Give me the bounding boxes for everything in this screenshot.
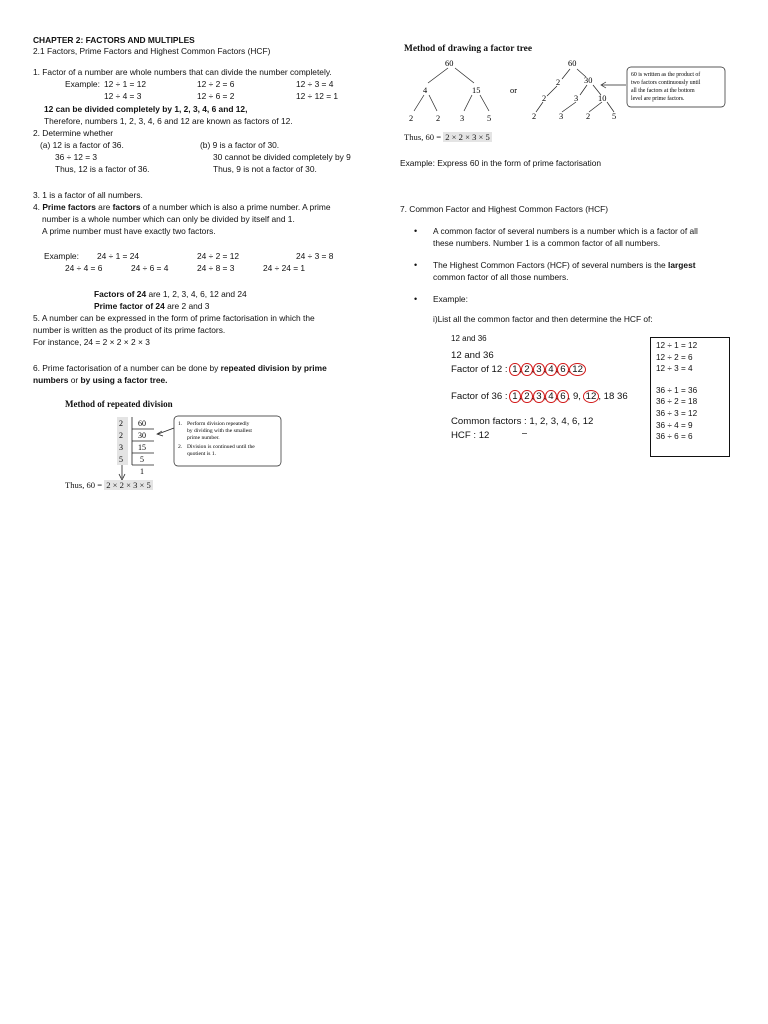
factor-36-mid: 9, [572, 391, 581, 402]
tree-branch [414, 95, 424, 111]
tree-branch [607, 102, 614, 112]
tree-node: 2 [409, 114, 414, 123]
p4-factors-rest: are 1, 2, 3, 4, 6, 12 and 24 [146, 289, 247, 299]
p4-line2: number is a whole number which can only be divided by itself and 1. [42, 214, 295, 224]
tree-branch [480, 95, 489, 111]
p4-example: 24 ÷ 3 = 8 [296, 251, 334, 261]
tree-node: 60 [568, 59, 577, 68]
p1-example: 12 ÷ 4 = 3 [104, 91, 142, 101]
circled-factor: 1 [509, 363, 520, 376]
p4-example: 24 ÷ 6 = 4 [131, 263, 169, 273]
tree-branch [562, 69, 570, 79]
p4-example: 24 ÷ 24 = 1 [263, 263, 306, 273]
p6-bold2: by using a factor tree. [80, 375, 168, 385]
p3-text: 3. 1 is a factor of all numbers. [33, 190, 143, 200]
quotient: 60 [138, 419, 146, 428]
circled-factor: 1 [509, 390, 520, 403]
p4-example: 24 ÷ 8 = 3 [197, 263, 235, 273]
tree-node: 10 [598, 94, 607, 103]
p1-text: 1. Factor of a number are whole numbers that can divide the number completely. [33, 67, 332, 77]
p2-a-calc: 36 ÷ 12 = 3 [55, 152, 98, 162]
p1-example: 12 ÷ 1 = 12 [104, 79, 147, 89]
hcf-result: HCF : 12 [451, 430, 490, 441]
circled-factor: 4 [545, 363, 556, 376]
factor-36-line: Factor of 36 : 1 , 2 , 3 , 4 , 6 , 9, 12 , 18 36 [451, 391, 628, 402]
p6-pre: 6. Prime factorisation of a number can be done by [33, 363, 221, 373]
p4-mid1: are [95, 202, 113, 212]
note-line: 60 is written as the product of [631, 72, 701, 78]
result-value: 2 × 2 × 3 × 5 [445, 132, 490, 142]
note-line: Division is continued until the [187, 444, 255, 450]
circled-factor: 12 [569, 363, 586, 376]
note-line: two factors continuously until [631, 80, 701, 86]
tree-node: 5 [612, 112, 617, 121]
p4-example: 24 ÷ 1 = 24 [97, 251, 140, 261]
tree-branch [428, 68, 448, 83]
note-line: by dividing with the smallest [187, 428, 252, 434]
note-line: all the factors at the bottom [631, 88, 695, 94]
factor-tree-result [404, 132, 492, 144]
bullet2-line2: common factor of all those numbers. [433, 272, 569, 282]
circled-factor: 4 [545, 390, 556, 403]
tree-node: 5 [487, 114, 492, 123]
note-num: 1. [178, 421, 183, 427]
box-line: 36 ÷ 3 = 12 [656, 408, 698, 418]
example-express: Example: Express 60 in the form of prime factorisation [400, 158, 602, 168]
callout-arrow-line [158, 428, 174, 434]
bullet3: Example: [433, 294, 468, 304]
section7-heading: 7. Common Factor and Highest Common Factors (HCF) [400, 204, 609, 214]
p2-a-title: (a) 12 is a factor of 36. [40, 140, 124, 150]
note-line: quotient is 1. [187, 451, 217, 457]
p6-line2 [33, 375, 168, 386]
divisor: 2 [119, 431, 123, 440]
task-text: i)List all the common factor and then determine the HCF of: [433, 314, 653, 324]
tree-node: 2 [556, 78, 561, 87]
p4-line1 [33, 202, 330, 213]
common-factors: Common factors : 1, 2, 3, 4, 6, 12 [451, 416, 594, 427]
p4-prime-rest: are 2 and 3 [164, 301, 210, 311]
p1-bold-line: 12 can be divided completely by 1, 2, 3, 4, 6 and 12, [44, 104, 248, 114]
box-line: 12 ÷ 2 = 6 [656, 352, 693, 362]
p2-b-concl: Thus, 9 is not a factor of 30. [213, 164, 317, 174]
note-line: prime number. [187, 435, 220, 441]
p1-example: 12 ÷ 12 = 1 [296, 91, 339, 101]
divisor: 2 [119, 419, 123, 428]
bullet1-line: A common factor of several numbers is a number which is a factor of all [433, 226, 698, 236]
quotient: 30 [138, 431, 146, 440]
note-line: level are prime factors. [631, 96, 685, 102]
tree-branch [464, 95, 472, 111]
box-line: 12 ÷ 3 = 4 [656, 364, 693, 374]
p2-a-concl: Thus, 12 is a factor of 36. [55, 164, 150, 174]
box-line: 36 ÷ 1 = 36 [656, 385, 698, 395]
bullet2-pre: The Highest Common Factors (HCF) of several numbers is the [433, 260, 669, 270]
p1-example: 12 ÷ 2 = 6 [197, 79, 235, 89]
p1-example: 12 ÷ 3 = 4 [296, 79, 334, 89]
tree-branch [589, 102, 602, 112]
tree-branch [429, 95, 437, 111]
result-value: 2 × 2 × 3 × 5 [106, 480, 151, 490]
tree-node: 3 [460, 114, 465, 123]
box-line: 36 ÷ 4 = 9 [656, 420, 693, 430]
p5-line3: For instance, 24 = 2 × 2 × 2 × 3 [33, 337, 150, 347]
tree-branch [455, 68, 474, 83]
factor-12-label: Factor of 12 : [451, 364, 511, 375]
circled-factor: 2 [521, 390, 532, 403]
repeated-division-result [65, 480, 153, 492]
repeated-division-title: Method of repeated division [65, 399, 173, 409]
tree-node: 2 [586, 112, 591, 121]
bullet1-line: these numbers. Number 1 is a common factor of all numbers. [433, 238, 661, 248]
tree-node: 15 [472, 86, 481, 95]
tree-branch [547, 86, 557, 96]
tree-node: 60 [445, 59, 454, 68]
factor-12-line: Factor of 12 : 1 , 2 , 3 , 4 , 6 , 12 [451, 363, 585, 377]
p6-mid: or [68, 375, 81, 385]
factor-tree-figure [400, 55, 730, 130]
p1-example-label: Example: [65, 79, 100, 89]
circled-factor: 6 [557, 363, 568, 376]
quotient: 1 [140, 467, 144, 476]
chapter-title: CHAPTER 2: FACTORS AND MULTIPLES [33, 35, 195, 45]
p6-line1 [33, 363, 327, 374]
p4-bold2: factors [112, 202, 141, 212]
tree-node: 3 [574, 94, 579, 103]
divisor: 3 [119, 443, 123, 452]
p4-factors-line [94, 289, 247, 300]
p5-line2: number is written as the product of its prime factors. [33, 325, 226, 335]
p4-example: 24 ÷ 4 = 6 [65, 263, 103, 273]
circled-factor: 12 [583, 390, 600, 403]
tree-node: 4 [423, 86, 428, 95]
p4-factors-label: Factors of 24 [94, 289, 147, 299]
circled-factor: 3 [533, 363, 544, 376]
pair: 12 and 36 [451, 350, 494, 361]
p4-prime-line [94, 301, 209, 312]
tree-branch [562, 102, 576, 112]
tree-node: 3 [559, 112, 564, 121]
tree-branch [536, 102, 543, 112]
p4-bold1: Prime factors [42, 202, 96, 212]
note-num: 2. [178, 444, 183, 450]
p1-example: 12 ÷ 6 = 2 [197, 91, 235, 101]
box-line: 36 ÷ 2 = 18 [656, 397, 698, 407]
p2-b-title: (b) 9 is a factor of 30. [200, 140, 280, 150]
section-title: 2.1 Factors, Prime Factors and Highest Common Factors (HCF) [33, 46, 271, 56]
division-box [650, 337, 730, 457]
p4-rest: of a number which is also a prime number. A prime [140, 202, 331, 212]
factor-36-label: Factor of 36 : [451, 391, 511, 402]
p4-line3: A prime number must have exactly two factors. [42, 226, 216, 236]
tree-node: 2 [532, 112, 537, 121]
bullet-dot: • [414, 294, 418, 304]
factor-36-tail: 18 36 [603, 391, 628, 402]
tree-branch [580, 85, 587, 95]
quotient: 5 [140, 455, 144, 464]
p4-num: 4. [33, 202, 40, 212]
circled-factor: 3 [533, 390, 544, 403]
bullet2-line1 [433, 260, 696, 271]
circled-factor: 2 [521, 363, 532, 376]
tree-node: 30 [584, 76, 593, 85]
box-line: 36 ÷ 6 = 6 [656, 432, 693, 442]
pair-small: 12 and 36 [451, 334, 487, 343]
p2-b-calc: 30 cannot be divided completely by 9 [213, 152, 351, 162]
p6-bold1b: numbers [33, 375, 69, 385]
p2-text: 2. Determine whether [33, 128, 114, 138]
tree-node: 2 [542, 94, 547, 103]
factor-tree-title: Method of drawing a factor tree [404, 44, 533, 54]
p4-example: 24 ÷ 2 = 12 [197, 251, 240, 261]
circled-factor: 6 [557, 390, 568, 403]
bullet2-bold: largest [668, 260, 696, 270]
or-label: or [510, 86, 517, 95]
dash-mark [522, 433, 527, 434]
thus-label: Thus, 60 = [65, 480, 105, 490]
bullet-dot: • [414, 260, 418, 270]
box-line: 12 ÷ 1 = 12 [656, 341, 698, 350]
p5-line1: 5. A number can be expressed in the form of prime factorisation in which the [33, 313, 315, 323]
note-line: Perform division repeatedly [187, 421, 250, 427]
p6-bold1: repeated division by prime [220, 363, 327, 373]
p4-prime-label: Prime factor of 24 [94, 301, 165, 311]
bullet-dot: • [414, 226, 418, 236]
quotient: 15 [138, 443, 146, 452]
box-spacer [656, 375, 724, 385]
p4-example-label: Example: [44, 251, 79, 261]
p1-therefore: Therefore, numbers 1, 2, 3, 4, 6 and 12 are known as factors of 12. [44, 116, 293, 126]
tree-node: 2 [436, 114, 441, 123]
divisor: 5 [119, 455, 123, 464]
thus-label: Thus, 60 = [404, 132, 444, 142]
